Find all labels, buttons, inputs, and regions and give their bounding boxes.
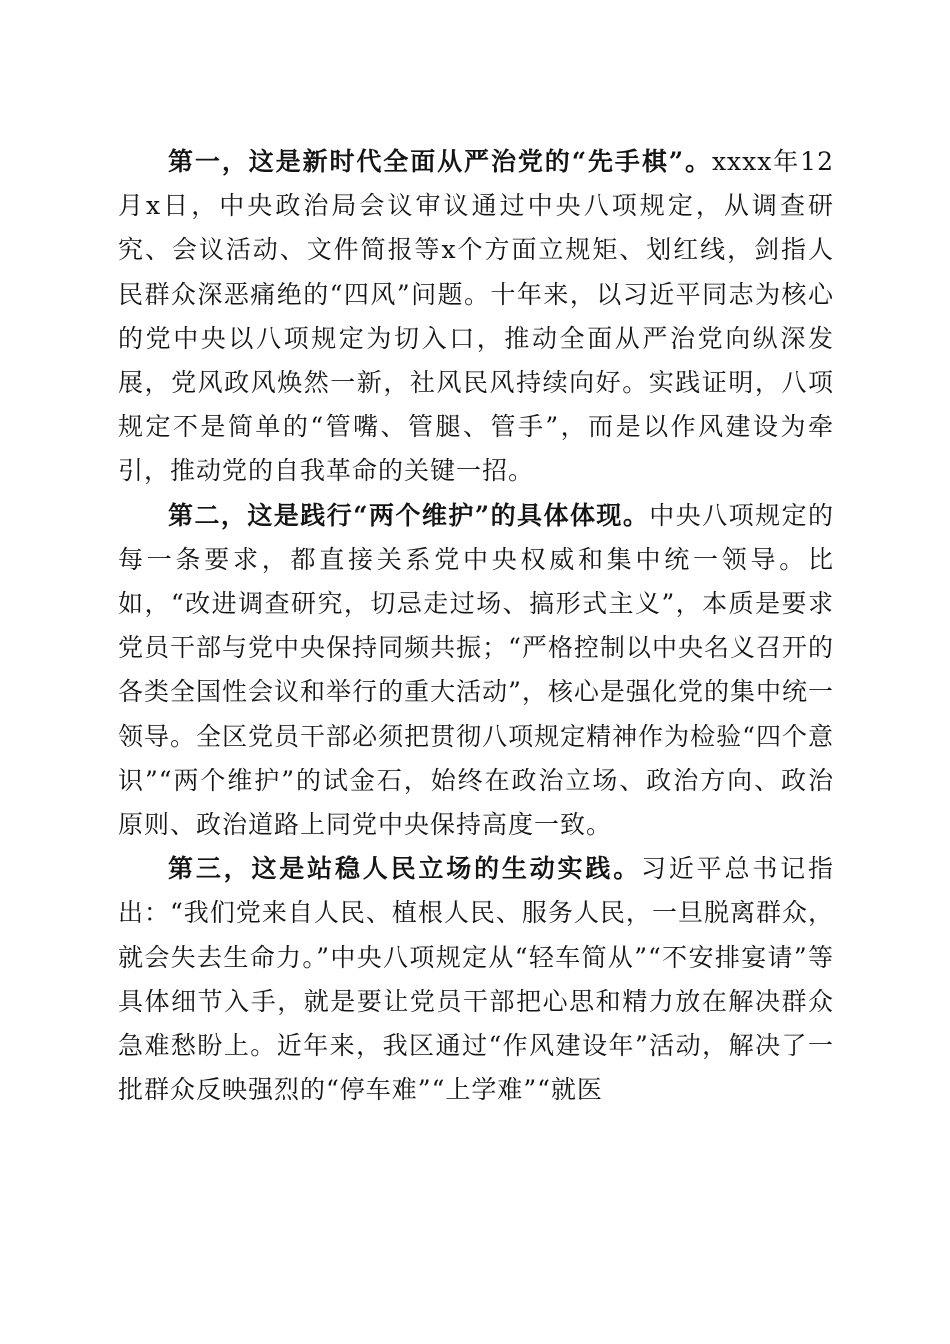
paragraph-lead: 第三，这是站稳人民立场的生动实践。 [168,854,642,884]
paragraph-lead: 第一，这是新时代全面从严治党的“先手棋”。 [168,147,712,176]
paragraph-first [118,140,834,494]
document-body [118,140,834,1112]
paragraph-text: 中央八项规定的每一条要求，都直接关系党中央权威和集中统一领导。比如，“改进调查研究，切忌走过场、搞形式主义”，本质是要求党员干部与党中央保持同频共振；“严格控制以中央名义召开的各类全国性会议和举行的重大活动”，核心是强化党的集中统一领导。全区党员干部必须把贯彻八项规定精神作为检验“四个意识”“两个维护”的试金石，始终在政治立场、政治方向、政治原则、政治道路上同党中央保持高度一致。 [118,500,834,840]
paragraph-second [118,494,834,848]
paragraph-lead: 第二，这是践行“两个维护”的具体体现。 [168,500,650,530]
paragraph-text: 习近平总书记指出：“我们党来自人民、植根人民、服务人民，一旦脱离群众，就会失去生命力。”中央八项规定从“轻车简从”“不安排宴请”等具体细节入手，就是要让党员干部把心思和精力放在解决群众急难愁盼上。近年来，我区通过“作风建设年”活动，解决了一批群众反映强烈的“停车难”“上学难”“就医 [118,854,834,1105]
paragraph-third [118,847,834,1112]
paragraph-text: xxxx年12月x日，中央政治局会议审议通过中央八项规定，从调查研究、会议活动、文件简报等x个方面立规矩、划红线，剑指人民群众深恶痛绝的“四风”问题。十年来，以习近平同志为核心的党中央以八项规定为切入口，推动全面从严治党向纵深发展，党风政风焕然一新，社风民风持续向好。实践证明，八项规定不是简单的“管嘴、管腿、管手”，而是以作风建设为牵引，推动党的自我革命的关键一招。 [118,147,834,486]
